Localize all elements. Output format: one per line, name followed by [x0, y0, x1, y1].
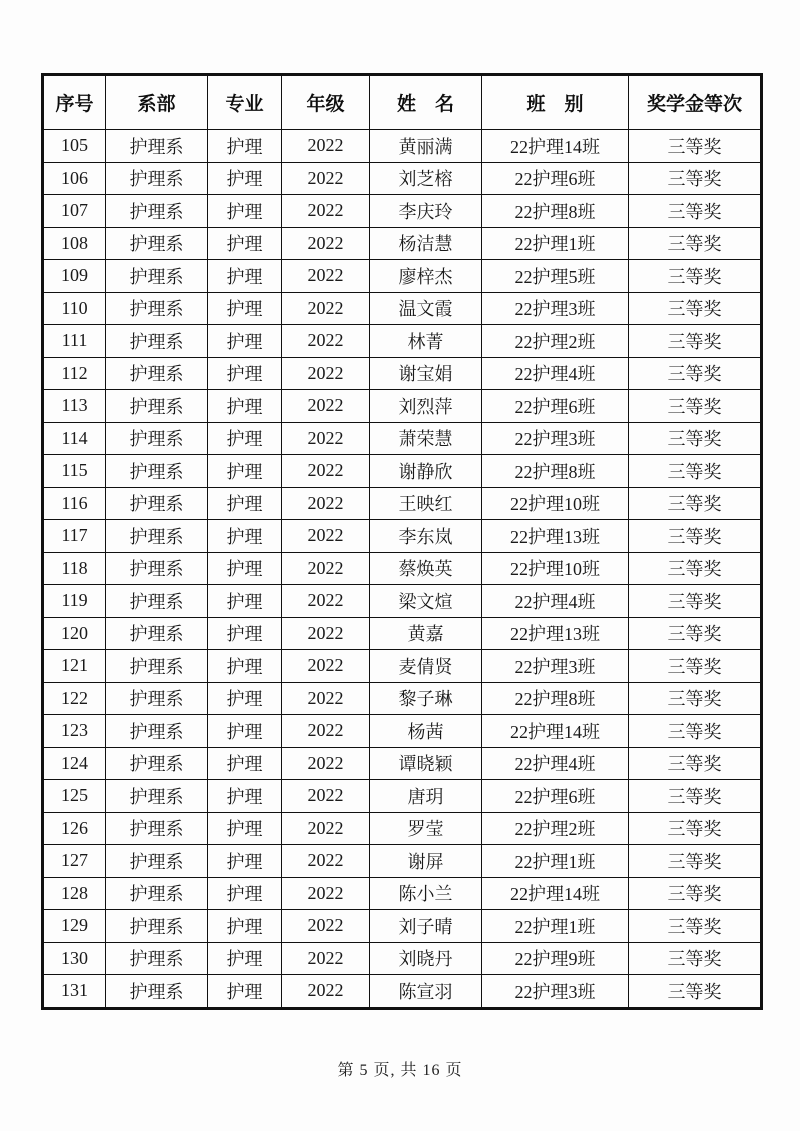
table-cell: 护理 [208, 260, 282, 293]
table-cell: 113 [43, 390, 106, 423]
table-cell: 护理系 [106, 195, 208, 228]
table-row [43, 780, 762, 813]
table-cell: 2022 [282, 325, 370, 358]
table-cell: 2022 [282, 585, 370, 618]
table-cell: 123 [43, 715, 106, 748]
table-row [43, 357, 762, 390]
table-cell: 22护理10班 [482, 552, 629, 585]
table-cell: 22护理6班 [482, 162, 629, 195]
table-cell: 黄丽满 [370, 130, 482, 163]
table-cell: 护理系 [106, 650, 208, 683]
table-cell: 2022 [282, 780, 370, 813]
table-cell: 2022 [282, 455, 370, 488]
table-cell: 22护理4班 [482, 747, 629, 780]
table-cell: 116 [43, 487, 106, 520]
table-cell: 2022 [282, 422, 370, 455]
table-cell: 三等奖 [629, 617, 762, 650]
table-cell: 麦倩贤 [370, 650, 482, 683]
table-cell: 护理系 [106, 942, 208, 975]
table-cell: 2022 [282, 975, 370, 1009]
table-cell: 22护理5班 [482, 260, 629, 293]
table-cell: 2022 [282, 520, 370, 553]
table-cell: 护理系 [106, 260, 208, 293]
table-cell: 护理系 [106, 975, 208, 1009]
table-cell: 萧荣慧 [370, 422, 482, 455]
table-cell: 三等奖 [629, 422, 762, 455]
table-cell: 129 [43, 910, 106, 943]
table-cell: 三等奖 [629, 780, 762, 813]
table-cell: 三等奖 [629, 162, 762, 195]
table-cell: 三等奖 [629, 650, 762, 683]
table-cell: 护理 [208, 650, 282, 683]
table-row [43, 910, 762, 943]
table-cell: 2022 [282, 650, 370, 683]
table-row [43, 422, 762, 455]
table-cell: 109 [43, 260, 106, 293]
table-cell: 2022 [282, 195, 370, 228]
table-cell: 护理 [208, 487, 282, 520]
table-cell: 2022 [282, 845, 370, 878]
table-row [43, 130, 762, 163]
table-cell: 护理系 [106, 845, 208, 878]
table-cell: 杨茜 [370, 715, 482, 748]
table-cell: 黎子琳 [370, 682, 482, 715]
table-cell: 2022 [282, 812, 370, 845]
table-cell: 2022 [282, 747, 370, 780]
scholarship-table [41, 73, 763, 1010]
table-cell: 刘烈萍 [370, 390, 482, 423]
table-cell: 蔡焕英 [370, 552, 482, 585]
table-cell: 126 [43, 812, 106, 845]
table-cell: 护理 [208, 325, 282, 358]
table-cell: 三等奖 [629, 390, 762, 423]
table-cell: 护理系 [106, 292, 208, 325]
table-cell: 22护理8班 [482, 455, 629, 488]
table-row [43, 227, 762, 260]
table-cell: 2022 [282, 910, 370, 943]
table-cell: 22护理2班 [482, 812, 629, 845]
table-cell: 护理 [208, 617, 282, 650]
table-cell: 2022 [282, 942, 370, 975]
table-cell: 三等奖 [629, 747, 762, 780]
table-cell: 2022 [282, 227, 370, 260]
table-cell: 三等奖 [629, 910, 762, 943]
column-header: 年级 [282, 75, 370, 130]
table-cell: 三等奖 [629, 845, 762, 878]
table-cell: 护理 [208, 942, 282, 975]
table-cell: 22护理1班 [482, 845, 629, 878]
table-cell: 护理系 [106, 715, 208, 748]
column-header: 序号 [43, 75, 106, 130]
table-cell: 三等奖 [629, 942, 762, 975]
table-cell: 护理系 [106, 780, 208, 813]
table-row [43, 487, 762, 520]
table-cell: 106 [43, 162, 106, 195]
table-cell: 三等奖 [629, 682, 762, 715]
table-cell: 2022 [282, 617, 370, 650]
table-cell: 2022 [282, 877, 370, 910]
table-cell: 124 [43, 747, 106, 780]
table-cell: 22护理9班 [482, 942, 629, 975]
table-cell: 2022 [282, 682, 370, 715]
table-cell: 三等奖 [629, 975, 762, 1009]
table-cell: 22护理10班 [482, 487, 629, 520]
table-cell: 三等奖 [629, 357, 762, 390]
table-cell: 110 [43, 292, 106, 325]
table-cell: 三等奖 [629, 715, 762, 748]
table-cell: 护理系 [106, 617, 208, 650]
table-cell: 护理 [208, 715, 282, 748]
table-cell: 22护理3班 [482, 422, 629, 455]
table-cell: 王映红 [370, 487, 482, 520]
table-cell: 护理 [208, 812, 282, 845]
table-cell: 护理系 [106, 130, 208, 163]
column-header: 系部 [106, 75, 208, 130]
table-row [43, 455, 762, 488]
table-cell: 121 [43, 650, 106, 683]
table-cell: 护理 [208, 780, 282, 813]
table-cell: 护理系 [106, 325, 208, 358]
table-cell: 护理 [208, 877, 282, 910]
table-cell: 2022 [282, 357, 370, 390]
table-cell: 护理 [208, 130, 282, 163]
table-cell: 22护理3班 [482, 975, 629, 1009]
table-cell: 2022 [282, 130, 370, 163]
column-header: 奖学金等次 [629, 75, 762, 130]
table-cell: 三等奖 [629, 812, 762, 845]
table-row [43, 650, 762, 683]
table-cell: 护理 [208, 422, 282, 455]
table-cell: 119 [43, 585, 106, 618]
table-row [43, 325, 762, 358]
table-cell: 22护理1班 [482, 227, 629, 260]
table-cell: 刘晓丹 [370, 942, 482, 975]
table-cell: 护理 [208, 292, 282, 325]
table-cell: 林菁 [370, 325, 482, 358]
table-cell: 护理系 [106, 585, 208, 618]
table-cell: 李庆玲 [370, 195, 482, 228]
table-cell: 护理系 [106, 455, 208, 488]
table-cell: 107 [43, 195, 106, 228]
table-cell: 22护理6班 [482, 390, 629, 423]
table-row [43, 520, 762, 553]
table-row [43, 585, 762, 618]
table-cell: 黄嘉 [370, 617, 482, 650]
table-cell: 22护理13班 [482, 617, 629, 650]
table-cell: 谭晓颖 [370, 747, 482, 780]
table-cell: 谢屏 [370, 845, 482, 878]
table-cell: 刘芝榕 [370, 162, 482, 195]
table-cell: 护理系 [106, 552, 208, 585]
table-cell: 护理 [208, 357, 282, 390]
table-row [43, 162, 762, 195]
table-cell: 22护理3班 [482, 650, 629, 683]
table-cell: 温文霞 [370, 292, 482, 325]
table-cell: 122 [43, 682, 106, 715]
table-cell: 三等奖 [629, 585, 762, 618]
table-cell: 131 [43, 975, 106, 1009]
table-row [43, 877, 762, 910]
table-row [43, 715, 762, 748]
table-cell: 120 [43, 617, 106, 650]
table-cell: 护理系 [106, 487, 208, 520]
table-row [43, 975, 762, 1009]
table-cell: 22护理1班 [482, 910, 629, 943]
table-cell: 22护理14班 [482, 130, 629, 163]
table-cell: 125 [43, 780, 106, 813]
table-cell: 护理 [208, 682, 282, 715]
table-cell: 2022 [282, 292, 370, 325]
table-cell: 护理系 [106, 357, 208, 390]
table-cell: 2022 [282, 162, 370, 195]
table-cell: 陈宣羽 [370, 975, 482, 1009]
table-row [43, 390, 762, 423]
table-row [43, 682, 762, 715]
table-cell: 2022 [282, 715, 370, 748]
table-cell: 三等奖 [629, 292, 762, 325]
table-cell: 128 [43, 877, 106, 910]
column-header: 专业 [208, 75, 282, 130]
table-cell: 112 [43, 357, 106, 390]
table-cell: 2022 [282, 390, 370, 423]
table-cell: 护理 [208, 162, 282, 195]
table-cell: 护理 [208, 520, 282, 553]
table-cell: 22护理8班 [482, 195, 629, 228]
table-row [43, 942, 762, 975]
table-cell: 护理系 [106, 422, 208, 455]
table-cell: 114 [43, 422, 106, 455]
table-cell: 唐玥 [370, 780, 482, 813]
table-cell: 护理 [208, 227, 282, 260]
table-cell: 2022 [282, 260, 370, 293]
column-header: 班 别 [482, 75, 629, 130]
table-cell: 115 [43, 455, 106, 488]
table-cell: 护理 [208, 552, 282, 585]
table-cell: 22护理4班 [482, 585, 629, 618]
table-cell: 护理 [208, 390, 282, 423]
table-row [43, 617, 762, 650]
table-cell: 130 [43, 942, 106, 975]
table-cell: 2022 [282, 552, 370, 585]
table-row [43, 552, 762, 585]
table-cell: 护理系 [106, 390, 208, 423]
table-header-row [43, 75, 762, 130]
table-cell: 三等奖 [629, 552, 762, 585]
table-cell: 刘子晴 [370, 910, 482, 943]
table-cell: 三等奖 [629, 195, 762, 228]
table-row [43, 292, 762, 325]
table-cell: 22护理6班 [482, 780, 629, 813]
table-cell: 三等奖 [629, 260, 762, 293]
table-cell: 22护理14班 [482, 877, 629, 910]
table-cell: 108 [43, 227, 106, 260]
table-cell: 111 [43, 325, 106, 358]
table-row [43, 812, 762, 845]
column-header: 姓 名 [370, 75, 482, 130]
table-cell: 护理 [208, 845, 282, 878]
table-cell: 廖梓杰 [370, 260, 482, 293]
table-cell: 护理 [208, 585, 282, 618]
table-cell: 杨洁慧 [370, 227, 482, 260]
table-cell: 三等奖 [629, 227, 762, 260]
table-cell: 22护理2班 [482, 325, 629, 358]
table-cell: 22护理13班 [482, 520, 629, 553]
table-cell: 谢静欣 [370, 455, 482, 488]
table-cell: 三等奖 [629, 325, 762, 358]
table-cell: 127 [43, 845, 106, 878]
table-row [43, 845, 762, 878]
table-cell: 护理系 [106, 682, 208, 715]
table-cell: 2022 [282, 487, 370, 520]
table-cell: 护理 [208, 747, 282, 780]
table-cell: 22护理3班 [482, 292, 629, 325]
table-cell: 罗莹 [370, 812, 482, 845]
table-cell: 三等奖 [629, 487, 762, 520]
table-cell: 22护理14班 [482, 715, 629, 748]
table-cell: 护理系 [106, 520, 208, 553]
table-cell: 护理 [208, 455, 282, 488]
table-cell: 护理系 [106, 812, 208, 845]
table-cell: 李东岚 [370, 520, 482, 553]
table-cell: 护理系 [106, 162, 208, 195]
table-cell: 22护理4班 [482, 357, 629, 390]
table-cell: 护理系 [106, 910, 208, 943]
table-cell: 梁文煊 [370, 585, 482, 618]
table-cell: 护理系 [106, 747, 208, 780]
table-cell: 谢宝娟 [370, 357, 482, 390]
table-row [43, 747, 762, 780]
table-cell: 三等奖 [629, 520, 762, 553]
table-cell: 117 [43, 520, 106, 553]
table-cell: 护理系 [106, 227, 208, 260]
table-cell: 三等奖 [629, 877, 762, 910]
table-cell: 三等奖 [629, 455, 762, 488]
table-cell: 护理 [208, 195, 282, 228]
table-body [43, 130, 762, 1009]
table-cell: 118 [43, 552, 106, 585]
table-row [43, 260, 762, 293]
table-cell: 护理 [208, 910, 282, 943]
table-row [43, 195, 762, 228]
table-cell: 三等奖 [629, 130, 762, 163]
table-cell: 105 [43, 130, 106, 163]
table-cell: 护理系 [106, 877, 208, 910]
page-number: 第 5 页, 共 16 页 [337, 1062, 463, 1079]
table-cell: 陈小兰 [370, 877, 482, 910]
table-cell: 护理 [208, 975, 282, 1009]
table-cell: 22护理8班 [482, 682, 629, 715]
